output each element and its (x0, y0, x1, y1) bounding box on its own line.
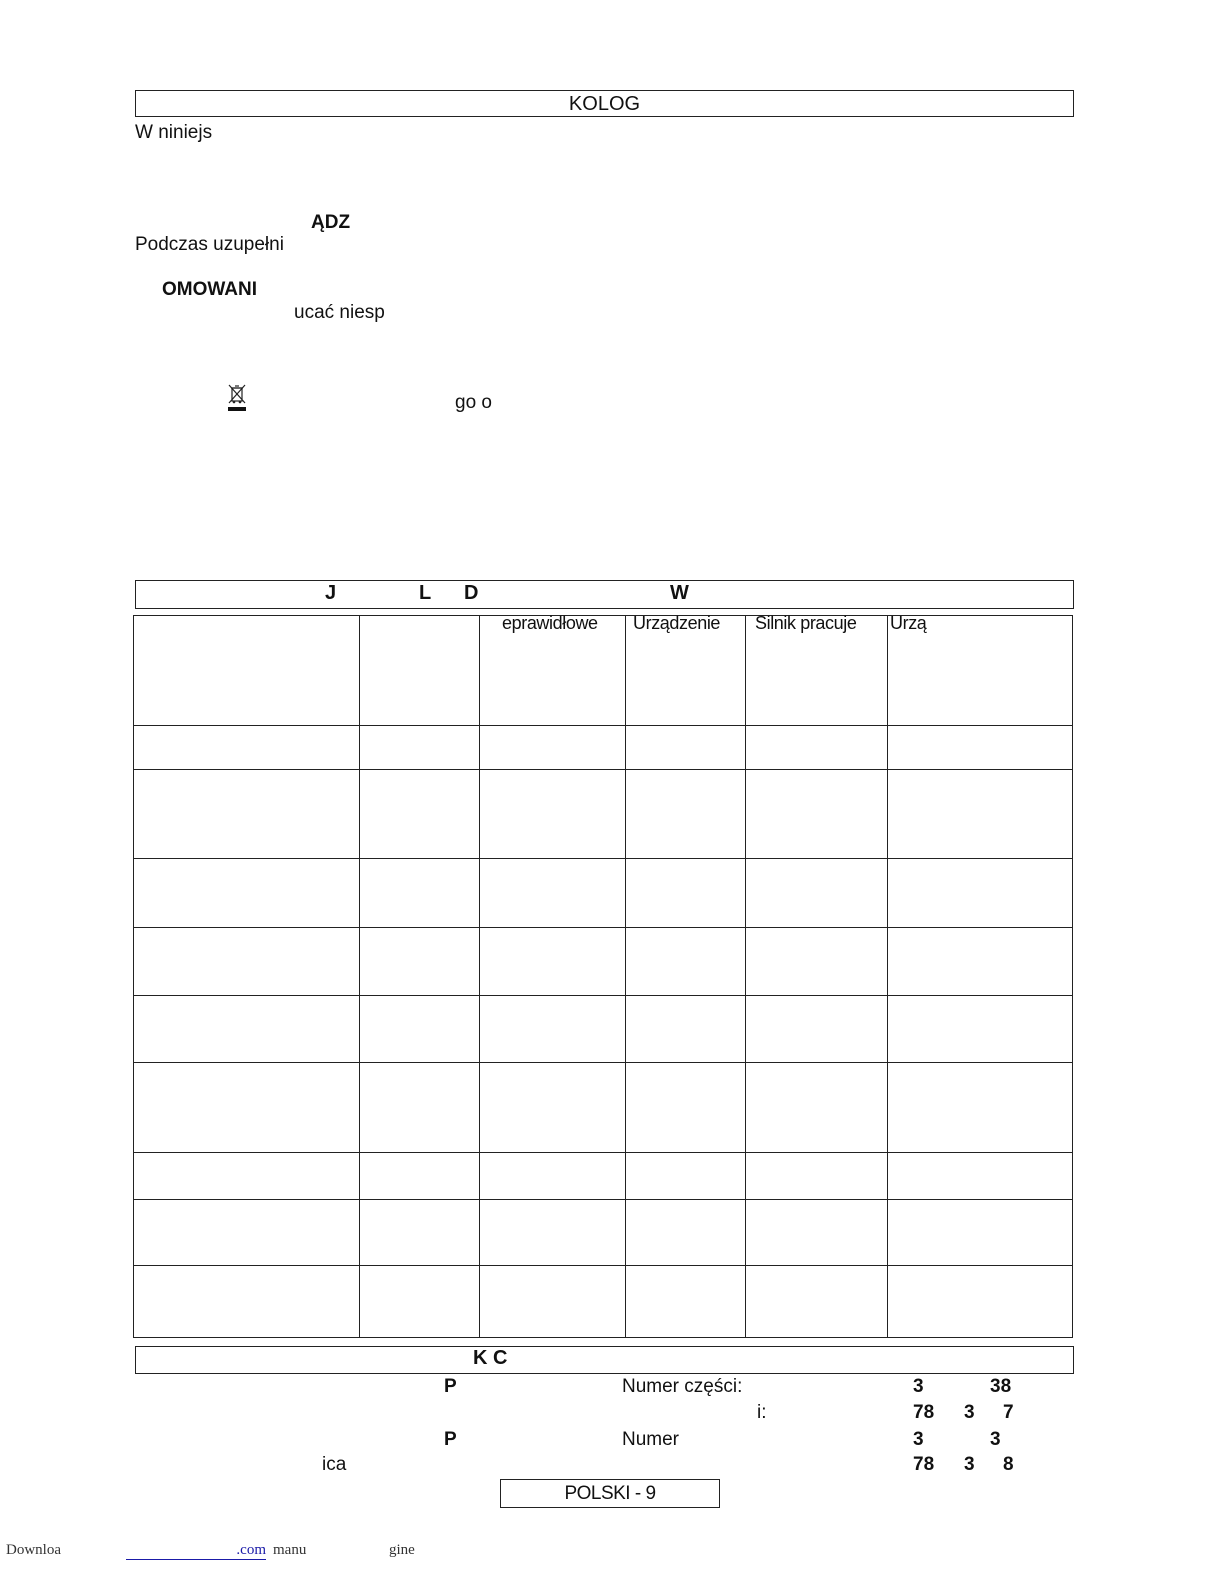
parts-row-value: 38 (990, 1376, 1012, 1397)
page-number-box (500, 1479, 720, 1508)
parts-row-mid: P (444, 1429, 457, 1450)
section3-text: ucać niesp (294, 302, 385, 323)
parts-row-value: 7 (1003, 1402, 1014, 1423)
parts-row-label: Numer części: (622, 1376, 743, 1397)
table-row-divider (134, 927, 1072, 928)
table-row-divider (134, 1265, 1072, 1266)
crossed-bin-icon (226, 383, 248, 413)
parts-title: K C (473, 1347, 508, 1369)
parts-row-value: 3 (913, 1429, 924, 1450)
table-title-letter: J (325, 582, 337, 604)
section2-text: Podczas uzupełni (135, 234, 284, 255)
section-title: KOLOG (568, 93, 641, 115)
section2-heading: ĄDZ (311, 212, 351, 233)
table-row-divider (134, 1199, 1072, 1200)
parts-row-mid: P (444, 1376, 457, 1397)
parts-row-value: 78 (913, 1454, 935, 1475)
table-column-header: eprawidłowe (502, 613, 598, 633)
parts-row-value: 3 (964, 1454, 975, 1475)
table-row-divider (134, 769, 1072, 770)
table-row-divider (134, 725, 1072, 726)
parts-row-label: i: (757, 1402, 767, 1423)
weee-text: go o (455, 392, 492, 413)
table-title-letter: W (670, 582, 689, 604)
table-row-divider (134, 995, 1072, 996)
table-title-letter: D (464, 582, 479, 604)
intro-text: W niniejs (135, 122, 213, 143)
parts-row-value: 3 (913, 1376, 924, 1397)
download-mid: manu (273, 1542, 307, 1558)
parts-row-value: 8 (1003, 1454, 1014, 1475)
parts-row-value: 78 (913, 1402, 935, 1423)
section3-heading: OMOWANI (162, 279, 257, 300)
download-suffix: gine (389, 1542, 415, 1558)
table-row-divider (134, 1152, 1072, 1153)
table-column-header: Urzą (890, 613, 927, 633)
parts-row-left: ica (322, 1454, 347, 1475)
troubleshooting-table (133, 615, 1073, 1338)
table-title-box (135, 580, 1074, 609)
table-row-divider (134, 858, 1072, 859)
parts-row-value: 3 (990, 1429, 1001, 1450)
download-prefix: Downloa (6, 1542, 61, 1558)
parts-row-label: Numer (622, 1429, 680, 1450)
page-number: POLSKI - 9 (564, 1483, 656, 1504)
download-link-text[interactable]: .com (236, 1542, 266, 1558)
table-column-header: Urządzenie (633, 613, 721, 633)
download-link[interactable] (126, 1542, 266, 1560)
parts-row-value: 3 (964, 1402, 975, 1423)
table-row-divider (134, 1062, 1072, 1063)
parts-title-box (135, 1346, 1074, 1374)
section-title-box (135, 90, 1074, 117)
table-title-letter: L (419, 582, 432, 604)
table-column-header: Silnik pracuje (755, 613, 857, 633)
